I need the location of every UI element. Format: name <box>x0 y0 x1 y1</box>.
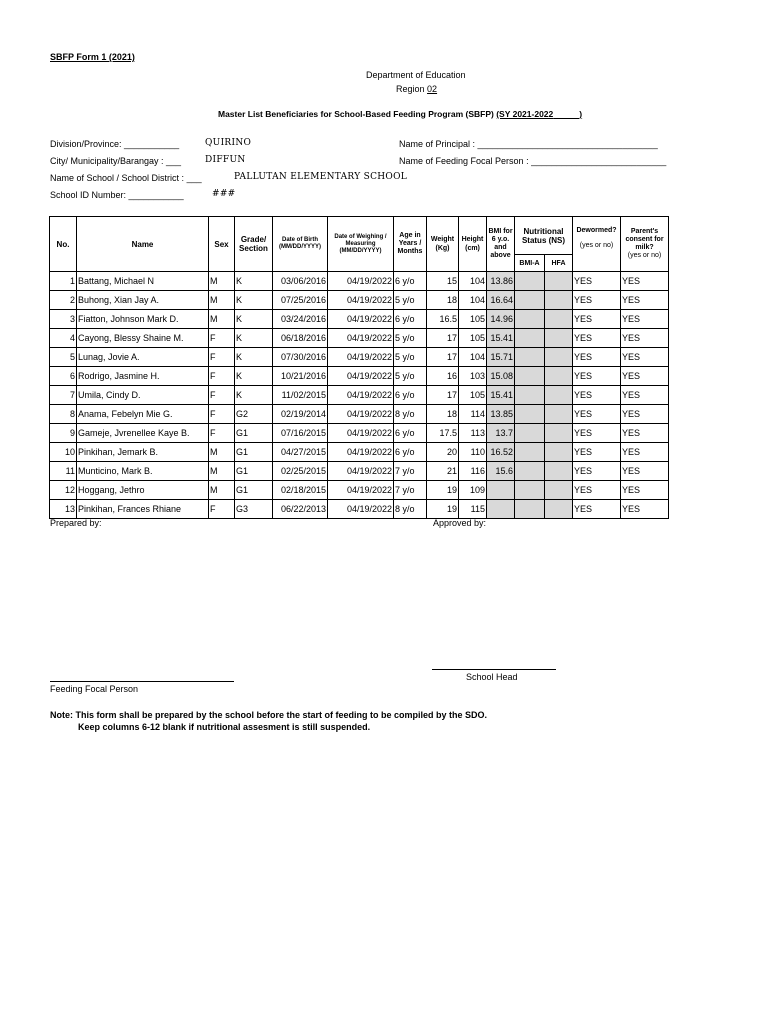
cell-height: 113 <box>459 424 487 443</box>
cell-no: 11 <box>50 462 77 481</box>
col-header-hfa: HFA <box>545 255 573 272</box>
col-header-dewormed <box>573 217 621 272</box>
cell-bmi: 14.96 <box>487 310 515 329</box>
cell-no: 3 <box>50 310 77 329</box>
cell-dow: 04/19/2022 <box>328 481 394 500</box>
title-close: ) <box>579 109 583 119</box>
municipality-field: City/ Municipality/Barangay : ___ <box>50 156 182 166</box>
cell-dow: 04/19/2022 <box>328 329 394 348</box>
cell-weight: 19 <box>427 481 459 500</box>
cell-name: Rodrigo, Jasmine H. <box>77 367 209 386</box>
col-header-ns: Nutritional Status (NS) <box>515 217 573 255</box>
cell-grade: G3 <box>235 500 273 519</box>
cell-height: 105 <box>459 329 487 348</box>
focal-person-label: Name of Feeding Focal Person : <box>399 156 529 166</box>
cell-name: Fiatton, Johnson Mark D. <box>77 310 209 329</box>
table-row <box>50 348 669 367</box>
cell-weight: 16 <box>427 367 459 386</box>
school-field: Name of School / School District : ___ <box>50 173 202 183</box>
cell-age: 6 y/o <box>394 424 427 443</box>
cell-sex: F <box>209 500 235 519</box>
col-header-bmi: BMI for 6 y.o. and above <box>487 217 515 272</box>
cell-name: Cayong, Blessy Shaine M. <box>77 329 209 348</box>
cell-age: 8 y/o <box>394 500 427 519</box>
table-row <box>50 329 669 348</box>
cell-weight: 17 <box>427 386 459 405</box>
cell-sex: F <box>209 367 235 386</box>
table-row <box>50 443 669 462</box>
col-header-height: Height (cm) <box>459 217 487 272</box>
school-value: PALLUTAN ELEMENTARY SCHOOL <box>234 172 408 182</box>
principal-field: Name of Principal : ____________________________________ <box>399 139 658 149</box>
consent-sub: (yes or no) <box>627 252 662 259</box>
cell-hfa <box>545 291 573 310</box>
cell-dow: 04/19/2022 <box>328 443 394 462</box>
cell-no: 5 <box>50 348 77 367</box>
cell-name: Battang, Michael N <box>77 272 209 291</box>
cell-sex: M <box>209 291 235 310</box>
cell-sex: M <box>209 310 235 329</box>
cell-bmi: 15.71 <box>487 348 515 367</box>
cell-bmi-a <box>515 386 545 405</box>
cell-dow: 04/19/2022 <box>328 367 394 386</box>
cell-hfa <box>545 462 573 481</box>
cell-height: 104 <box>459 291 487 310</box>
school-id-field: School ID Number: ___________ <box>50 190 184 200</box>
table-row <box>50 310 669 329</box>
cell-grade: G2 <box>235 405 273 424</box>
cell-grade: G1 <box>235 424 273 443</box>
cell-sex: M <box>209 272 235 291</box>
cell-bmi-a <box>515 462 545 481</box>
division-field: Division/Province: ___________ <box>50 139 180 149</box>
cell-consent: YES <box>621 443 669 462</box>
cell-hfa <box>545 386 573 405</box>
cell-no: 13 <box>50 500 77 519</box>
cell-bmi <box>487 481 515 500</box>
cell-hfa <box>545 367 573 386</box>
cell-name: Anama, Febelyn Mie G. <box>77 405 209 424</box>
col-header-no: No. <box>50 217 77 272</box>
cell-dow: 04/19/2022 <box>328 405 394 424</box>
cell-name: Munticino, Mark B. <box>77 462 209 481</box>
cell-bmi-a <box>515 443 545 462</box>
cell-grade: K <box>235 291 273 310</box>
cell-height: 116 <box>459 462 487 481</box>
cell-dewormed: YES <box>573 291 621 310</box>
table-row <box>50 481 669 500</box>
cell-hfa <box>545 348 573 367</box>
prepared-by-label: Prepared by: <box>50 518 102 528</box>
cell-name: Pinkihan, Frances Rhiane <box>77 500 209 519</box>
cell-dob: 04/27/2015 <box>273 443 328 462</box>
cell-weight: 15 <box>427 272 459 291</box>
col-header-grade: Grade/ Section <box>235 217 273 272</box>
note-line-2: Keep columns 6-12 blank if nutritional assesment is still suspended. <box>78 722 371 732</box>
cell-bmi: 13.85 <box>487 405 515 424</box>
cell-height: 114 <box>459 405 487 424</box>
title-sy: (SY 2021-2022 <box>496 109 554 119</box>
cell-bmi: 15.41 <box>487 386 515 405</box>
table-body <box>50 272 669 519</box>
col-header-consent <box>621 217 669 272</box>
cell-age: 6 y/o <box>394 310 427 329</box>
cell-bmi-a <box>515 291 545 310</box>
cell-bmi-a <box>515 348 545 367</box>
cell-dob: 11/02/2015 <box>273 386 328 405</box>
cell-dewormed: YES <box>573 386 621 405</box>
cell-dob: 07/30/2016 <box>273 348 328 367</box>
focal-person-field: Name of Feeding Focal Person : ___________________________ <box>399 156 667 166</box>
cell-sex: F <box>209 405 235 424</box>
cell-no: 8 <box>50 405 77 424</box>
cell-dow: 04/19/2022 <box>328 462 394 481</box>
cell-dob: 02/19/2014 <box>273 405 328 424</box>
cell-dow: 04/19/2022 <box>328 386 394 405</box>
form-id: SBFP Form 1 (2021) <box>50 52 135 62</box>
dewormed-sub: (yes or no) <box>579 242 614 249</box>
cell-bmi-a <box>515 272 545 291</box>
cell-weight: 18 <box>427 291 459 310</box>
cell-consent: YES <box>621 481 669 500</box>
cell-consent: YES <box>621 405 669 424</box>
cell-bmi-a <box>515 424 545 443</box>
cell-bmi-a <box>515 367 545 386</box>
consent-label: Parent's consent for milk? <box>625 228 664 251</box>
cell-dow: 04/19/2022 <box>328 272 394 291</box>
cell-age: 6 y/o <box>394 443 427 462</box>
cell-bmi <box>487 500 515 519</box>
school-id-label: School ID Number: <box>50 190 127 200</box>
cell-weight: 17.5 <box>427 424 459 443</box>
feeding-focal-person-label: Feeding Focal Person <box>50 684 139 694</box>
cell-sex: F <box>209 329 235 348</box>
title-text: Master List Beneficiaries for School-Based Feeding Program (SBFP) <box>218 109 494 119</box>
cell-grade: G1 <box>235 462 273 481</box>
cell-dewormed: YES <box>573 405 621 424</box>
cell-no: 4 <box>50 329 77 348</box>
cell-bmi-a <box>515 405 545 424</box>
cell-height: 104 <box>459 272 487 291</box>
cell-bmi: 16.64 <box>487 291 515 310</box>
region-value: 02 <box>427 84 438 94</box>
cell-hfa <box>545 405 573 424</box>
cell-dow: 04/19/2022 <box>328 424 394 443</box>
cell-height: 105 <box>459 310 487 329</box>
cell-dob: 07/16/2015 <box>273 424 328 443</box>
cell-grade: K <box>235 386 273 405</box>
cell-dob: 03/24/2016 <box>273 310 328 329</box>
cell-age: 6 y/o <box>394 386 427 405</box>
cell-name: Gameje, Jvrenellee Kaye B. <box>77 424 209 443</box>
cell-age: 5 y/o <box>394 291 427 310</box>
municipality-label: City/ Municipality/Barangay : <box>50 156 164 166</box>
cell-no: 6 <box>50 367 77 386</box>
cell-dewormed: YES <box>573 443 621 462</box>
department-name: Department of Education <box>366 70 466 80</box>
cell-height: 109 <box>459 481 487 500</box>
cell-height: 115 <box>459 500 487 519</box>
cell-dob: 03/06/2016 <box>273 272 328 291</box>
page-title <box>218 109 582 119</box>
table-row <box>50 272 669 291</box>
cell-consent: YES <box>621 462 669 481</box>
cell-grade: K <box>235 348 273 367</box>
cell-dewormed: YES <box>573 310 621 329</box>
cell-grade: K <box>235 367 273 386</box>
school-head-label: School Head <box>466 672 518 682</box>
cell-hfa <box>545 272 573 291</box>
cell-hfa <box>545 443 573 462</box>
cell-height: 105 <box>459 386 487 405</box>
region-line <box>396 84 437 94</box>
cell-hfa <box>545 424 573 443</box>
cell-sex: F <box>209 386 235 405</box>
cell-consent: YES <box>621 386 669 405</box>
principal-label: Name of Principal : <box>399 139 476 149</box>
cell-dewormed: YES <box>573 500 621 519</box>
cell-dob: 02/25/2015 <box>273 462 328 481</box>
cell-sex: F <box>209 348 235 367</box>
region-label: Region <box>396 84 425 94</box>
cell-consent: YES <box>621 291 669 310</box>
cell-hfa <box>545 329 573 348</box>
cell-bmi-a <box>515 329 545 348</box>
cell-dewormed: YES <box>573 424 621 443</box>
cell-dewormed: YES <box>573 329 621 348</box>
cell-age: 7 y/o <box>394 462 427 481</box>
cell-bmi: 16.52 <box>487 443 515 462</box>
cell-consent: YES <box>621 367 669 386</box>
cell-dewormed: YES <box>573 272 621 291</box>
cell-grade: K <box>235 272 273 291</box>
cell-weight: 16.5 <box>427 310 459 329</box>
cell-bmi: 13.86 <box>487 272 515 291</box>
cell-hfa <box>545 481 573 500</box>
cell-dow: 04/19/2022 <box>328 500 394 519</box>
col-header-sex: Sex <box>209 217 235 272</box>
cell-hfa <box>545 310 573 329</box>
cell-age: 5 y/o <box>394 348 427 367</box>
cell-consent: YES <box>621 310 669 329</box>
cell-no: 10 <box>50 443 77 462</box>
cell-no: 9 <box>50 424 77 443</box>
cell-age: 5 y/o <box>394 329 427 348</box>
table-row <box>50 291 669 310</box>
cell-consent: YES <box>621 272 669 291</box>
cell-height: 110 <box>459 443 487 462</box>
cell-bmi-a <box>515 500 545 519</box>
cell-dob: 07/25/2016 <box>273 291 328 310</box>
cell-no: 2 <box>50 291 77 310</box>
table-row <box>50 367 669 386</box>
cell-name: Buhong, Xian Jay A. <box>77 291 209 310</box>
cell-dob: 02/18/2015 <box>273 481 328 500</box>
cell-weight: 18 <box>427 405 459 424</box>
cell-sex: M <box>209 443 235 462</box>
col-header-weight: Weight (Kg) <box>427 217 459 272</box>
cell-dewormed: YES <box>573 462 621 481</box>
cell-consent: YES <box>621 329 669 348</box>
cell-consent: YES <box>621 424 669 443</box>
cell-height: 104 <box>459 348 487 367</box>
cell-grade: K <box>235 329 273 348</box>
cell-weight: 21 <box>427 462 459 481</box>
cell-bmi: 15.6 <box>487 462 515 481</box>
cell-dow: 04/19/2022 <box>328 348 394 367</box>
col-header-bmi-a: BMI-A <box>515 255 545 272</box>
cell-name: Umila, Cindy D. <box>77 386 209 405</box>
cell-bmi: 13.7 <box>487 424 515 443</box>
school-head-signature-line <box>432 669 556 670</box>
cell-weight: 20 <box>427 443 459 462</box>
cell-age: 8 y/o <box>394 405 427 424</box>
cell-dob: 10/21/2016 <box>273 367 328 386</box>
note-line-1: Note: This form shall be prepared by the school before the start of feeding to be compiled by the SDO. <box>50 710 488 720</box>
focal-person-signature-line <box>50 681 234 682</box>
table-row <box>50 424 669 443</box>
cell-weight: 17 <box>427 348 459 367</box>
cell-dewormed: YES <box>573 348 621 367</box>
cell-height: 103 <box>459 367 487 386</box>
cell-bmi-a <box>515 481 545 500</box>
cell-dewormed: YES <box>573 367 621 386</box>
school-id-value: ### <box>212 189 236 199</box>
cell-name: Lunag, Jovie A. <box>77 348 209 367</box>
school-label: Name of School / School District : <box>50 173 185 183</box>
cell-name: Hoggang, Jethro <box>77 481 209 500</box>
cell-grade: K <box>235 310 273 329</box>
col-header-age: Age in Years / Months <box>394 217 427 272</box>
cell-no: 12 <box>50 481 77 500</box>
approved-by-label: Approved by: <box>433 518 487 528</box>
table-row <box>50 405 669 424</box>
cell-age: 5 y/o <box>394 367 427 386</box>
col-header-dow: Date of Weighing / Measuring (MM/DD/YYYY) <box>328 217 394 272</box>
cell-dow: 04/19/2022 <box>328 291 394 310</box>
cell-grade: G1 <box>235 443 273 462</box>
table-row <box>50 386 669 405</box>
division-value: QUIRINO <box>205 138 252 148</box>
col-header-name: Name <box>77 217 209 272</box>
cell-dob: 06/18/2016 <box>273 329 328 348</box>
division-label: Division/Province: <box>50 139 122 149</box>
cell-sex: F <box>209 424 235 443</box>
cell-weight: 19 <box>427 500 459 519</box>
dewormed-label: Dewormed? <box>576 227 617 234</box>
cell-dow: 04/19/2022 <box>328 310 394 329</box>
cell-bmi: 15.41 <box>487 329 515 348</box>
cell-name: Pinkihan, Jemark B. <box>77 443 209 462</box>
cell-consent: YES <box>621 348 669 367</box>
cell-age: 6 y/o <box>394 272 427 291</box>
table-header-row <box>50 217 669 255</box>
table-row <box>50 500 669 519</box>
municipality-value: DIFFUN <box>205 155 246 165</box>
cell-grade: G1 <box>235 481 273 500</box>
cell-no: 1 <box>50 272 77 291</box>
cell-bmi: 15.08 <box>487 367 515 386</box>
cell-dob: 06/22/2013 <box>273 500 328 519</box>
cell-bmi-a <box>515 310 545 329</box>
cell-sex: M <box>209 462 235 481</box>
cell-dewormed: YES <box>573 481 621 500</box>
cell-no: 7 <box>50 386 77 405</box>
cell-weight: 17 <box>427 329 459 348</box>
cell-sex: M <box>209 481 235 500</box>
cell-hfa <box>545 500 573 519</box>
beneficiaries-table <box>49 216 669 519</box>
table-row <box>50 462 669 481</box>
col-header-dob: Date of Birth (MM/DD/YYYY) <box>273 217 328 272</box>
cell-age: 7 y/o <box>394 481 427 500</box>
cell-consent: YES <box>621 500 669 519</box>
